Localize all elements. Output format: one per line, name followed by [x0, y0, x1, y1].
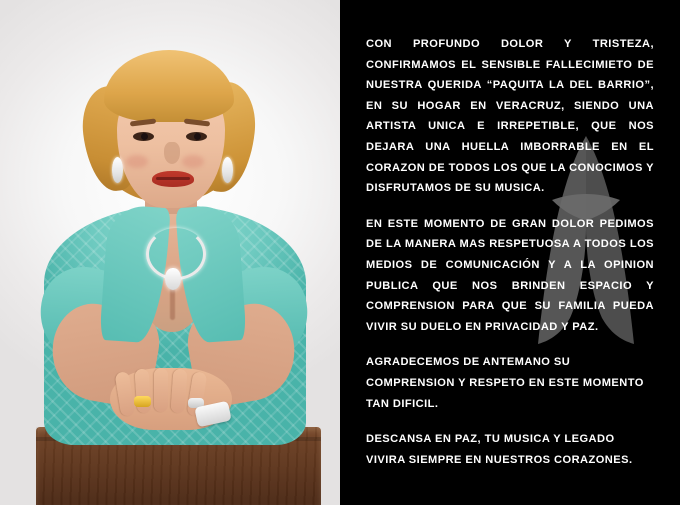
- nose: [164, 142, 180, 164]
- cheek-right: [182, 155, 204, 168]
- necklace-pendant: [165, 268, 181, 290]
- earring-left: [112, 157, 123, 183]
- lips: [152, 171, 194, 187]
- notice-paragraph-3: AGRADECEMOS DE ANTEMANO SU COMPRENSION Y RESPETO EN ESTE MOMENTO TAN DIFICIL.: [366, 356, 644, 410]
- eye-left: [133, 132, 154, 141]
- finger: [154, 368, 168, 412]
- earring-right: [222, 157, 233, 183]
- notice-text-block: [366, 34, 654, 470]
- cheek-left: [126, 155, 148, 168]
- obituary-notice-card: [340, 0, 680, 505]
- notice-paragraph-1: CON PROFUNDO DOLOR Y TRISTEZA, CONFIRMAMOS EL SENSIBLE FALLECIMIETO DE NUESTRA QUERIDA “PAQUITA LA DEL BARRIO”, EN SU HOGAR EN VERACRUZ, SIENDO UNA ARTISTA UNICA E IRREPETIBLE, QUE NOS DEJARA UNA HUELLA IMBORRABLE EN EL CORAZON DE TODOS LOS QUE LA CONOCIMOS Y DISFRUTAMOS DE SU MUSICA.: [366, 38, 654, 195]
- gold-ring: [134, 396, 151, 407]
- notice-paragraph-4: DESCANSA EN PAZ, TU MUSICA Y LEGADO VIVIRA SIEMPRE EN NUESTROS CORAZONES.: [366, 433, 633, 466]
- notice-paragraph-2: EN ESTE MOMENTO DE GRAN DOLOR PEDIMOS DE LA MANERA MAS RESPETUOSA A TODOS LOS MEDIOS DE COMUNICACIÓN Y A LA OPINION PUBLICA QUE NOS BRINDEN ESPACIO Y COMPRENSION PARA QUE SU FAMILIA PUEDA VIVIR SU DUELO EN PRIVACIDAD Y PAZ.: [366, 217, 654, 333]
- hair-top: [104, 50, 234, 122]
- eye-right: [186, 132, 207, 141]
